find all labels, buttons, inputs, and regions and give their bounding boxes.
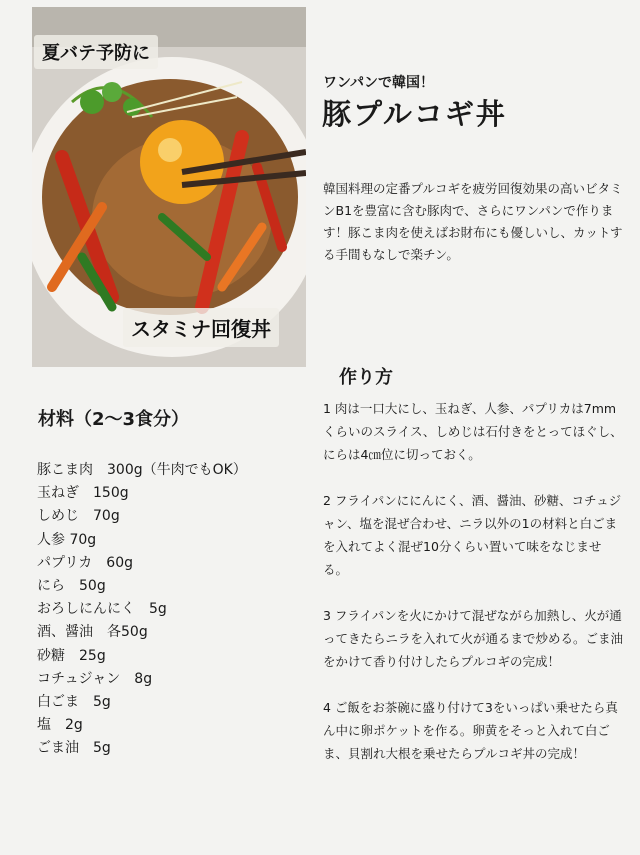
ingredient-item: 玉ねぎ 150g [37, 485, 129, 502]
recipe-title: 豚プルコギ丼 [322, 97, 507, 131]
photo-badge-bottom: スタミナ回復丼 [123, 308, 279, 347]
method-step: 2 フライパンににんにく、酒、醤油、砂糖、コチュジャン、塩を混ぜ合わせ、ニラ以外の1の材料と白ごまを入れてよく混ぜ10分くらい置いて味をなじませる。 [323, 493, 622, 577]
ingredient-item: 白ごま 5g [37, 694, 111, 711]
ingredient-item: 人参 70g [37, 531, 97, 548]
ingredient-item: パプリカ 60g [37, 554, 134, 571]
method-step: 1 肉は一口大にし、玉ねぎ、人参、パプリカは7mmくらいのスライス、しめじは石付きをとってほぐし、にらは4㎝位に切っておく。 [323, 401, 623, 462]
method-steps [323, 397, 623, 788]
method-heading: 作り方 [339, 367, 393, 388]
ingredient-item: 砂糖 25g [37, 647, 106, 664]
ingredient-item: にら 50g [37, 578, 106, 595]
ingredient-item: おろしにんにく 5g [37, 601, 167, 618]
ingredient-item: 酒、醤油 各50g [37, 624, 148, 641]
ingredient-item: しめじ 70g [37, 508, 120, 525]
ingredients-heading: 材料（2〜3食分） [38, 409, 190, 430]
method-step: 4 ご飯をお茶碗に盛り付けて3をいっぱい乗せたら真ん中に卵ポケットを作る。卵黄をそっと入れて白ごま、貝割れ大根を乗せたらプルコギ丼の完成！ [323, 700, 618, 761]
ingredient-item: 豚こま肉 300g（牛肉でもOK） [37, 462, 247, 478]
recipe-intro: 韓国料理の定番プルコギを疲労回復効果の高いビタミンB1を豊富に含む豚肉で、さらにワンパンで作ります！豚こま肉を使えばお財布にも優しいし、カットする手間もなしで楽チン。 [323, 181, 623, 262]
ingredient-item: ごま油 5g [37, 740, 111, 757]
recipe-subtitle: ワンパンで韓国！ [323, 75, 435, 91]
ingredients-list [37, 459, 247, 761]
photo-badge-top: 夏バテ予防に [34, 35, 158, 69]
ingredient-item: 塩 2g [37, 717, 83, 734]
ingredient-item: コチュジャン 8g [37, 670, 153, 687]
method-step: 3 フライパンを火にかけて混ぜながら加熱し、火が通ってきたらニラを入れて火が通るまで炒める。ごま油をかけて香り付けしたらプルコギの完成！ [323, 608, 624, 669]
